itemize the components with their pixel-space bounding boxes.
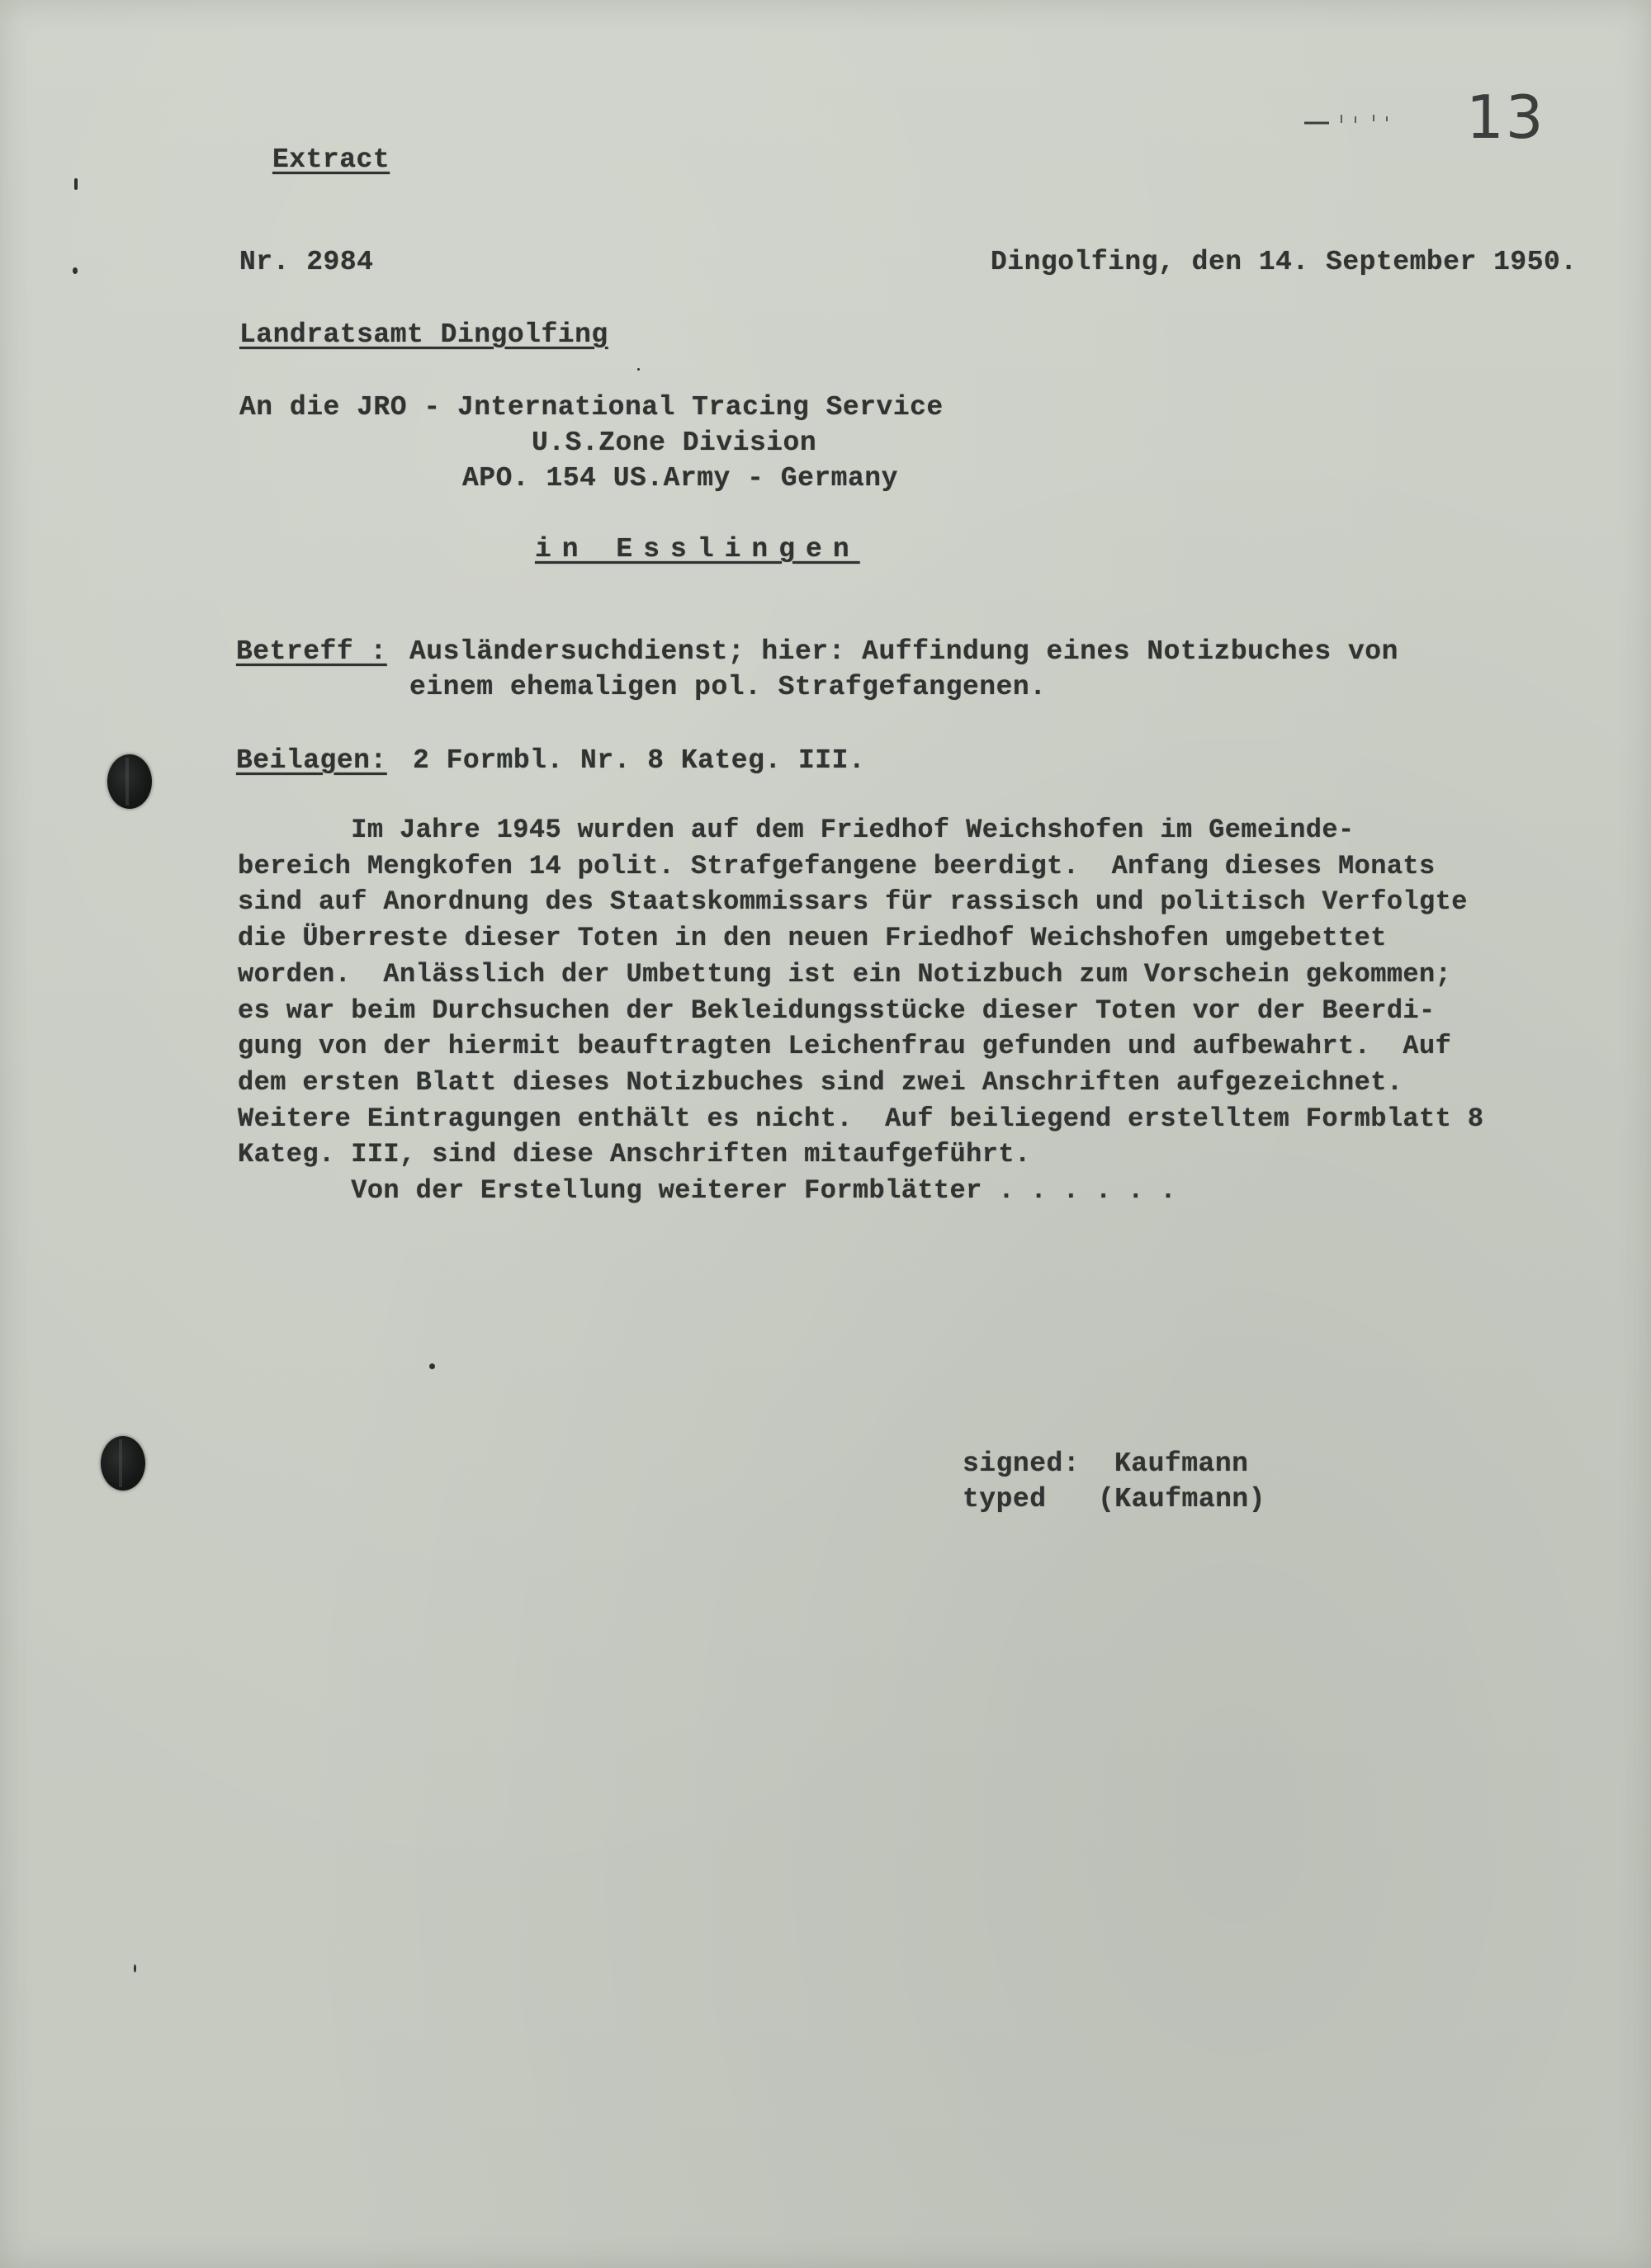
body-line: dem ersten Blatt dieses Notizbuches sind zwei Anschriften aufgezeichnet. — [238, 1066, 1403, 1098]
faint-stamp-marks — [1304, 111, 1428, 128]
punch-hole-upper — [107, 754, 152, 809]
body-line: Von der Erstellung weiterer Formblätter . . . . . . — [238, 1175, 1176, 1207]
body-line: Weitere Eintragungen enthält es nicht. Auf beiliegend erstelltem Formblatt 8 — [238, 1103, 1484, 1134]
body-paragraph — [238, 812, 1559, 1209]
body-line: es war beim Durchsuchen der Bekleidungsstücke dieser Toten vor der Beerdi- — [238, 995, 1436, 1026]
enclosures-label: Beilagen: — [236, 745, 387, 776]
paper-speck — [429, 1363, 435, 1369]
paper-speck — [134, 1964, 136, 1973]
subject-label: Betreff : — [236, 636, 387, 667]
paper-speck — [637, 368, 640, 371]
place-date: Dingolfing, den 14. September 1950. — [991, 247, 1578, 277]
signed-label: signed: — [963, 1448, 1081, 1479]
document-title: Extract — [272, 144, 390, 175]
body-line: gung von der hiermit beauftragten Leichenfrau gefunden und aufbewahrt. Auf — [238, 1031, 1452, 1062]
paper-speck — [74, 178, 78, 190]
body-line: sind auf Anordnung des Staatskommissars für rassisch und politisch Verfolgte — [238, 886, 1468, 918]
body-line: Im Jahre 1945 wurden auf dem Friedhof Weichshofen im Gemeinde- — [238, 815, 1355, 845]
sender: Landratsamt Dingolfing — [239, 319, 608, 350]
enclosures-text: 2 Formbl. Nr. 8 Kateg. III. — [413, 745, 866, 776]
body-line: bereich Mengkofen 14 polit. Strafgefangene beerdigt. Anfang dieses Monats — [238, 850, 1436, 881]
signed-name: Kaufmann — [1114, 1448, 1249, 1479]
recipient-line-1: An die JRO - Jnternational Tracing Service — [239, 392, 944, 423]
punch-hole-lower — [101, 1436, 145, 1491]
paper-speck — [73, 267, 78, 274]
recipient-line-3: APO. 154 US.Army - Germany — [462, 463, 898, 494]
recipient-location: in Esslingen — [535, 534, 860, 565]
subject-line-2: einem ehemaligen pol. Strafgefangenen. — [409, 672, 1047, 702]
typed-label: typed — [963, 1484, 1047, 1514]
body-line: worden. Anlässlich der Umbettung ist ein Notizbuch zum Vorschein gekommen; — [238, 958, 1452, 990]
typed-name: (Kaufmann) — [1098, 1484, 1266, 1514]
page-number: 13 — [1466, 83, 1545, 152]
body-line: Kateg. III, sind diese Anschriften mitaufgeführt. — [238, 1139, 1031, 1170]
subject-line-1: Ausländersuchdienst; hier: Auffindung eines Notizbuches von — [409, 636, 1398, 667]
recipient-line-2: U.S.Zone Division — [532, 428, 817, 458]
reference-number: Nr. 2984 — [239, 247, 374, 277]
body-line: die Überreste dieser Toten in den neuen Friedhof Weichshofen umgebettet — [238, 923, 1387, 954]
